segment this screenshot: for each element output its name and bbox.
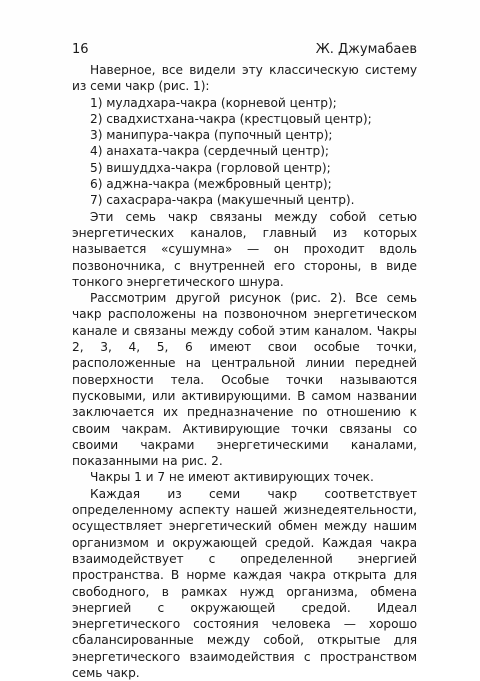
running-author: Ж. Джумабаев [315, 42, 417, 57]
page-number: 16 [72, 42, 89, 57]
chakra-list-item: 1) муладхара-чакра (корневой центр); [90, 95, 337, 110]
body-paragraph: Чакры 1 и 7 не имеют активирующих точек. [90, 470, 374, 485]
chakra-list-item: 4) анахата-чакра (сердечный центр); [90, 144, 329, 159]
body-paragraph: Рассмотрим другой рисунок (рис. 2). Все семь чакр расположены на позвоночном энергетическом канале и связаны между собой этим каналом. Чакры 2, 3, 4, 5, 6 имеют свои особые точки, расположенные на центральной линии передней поверхности тела. Особые точки называются пусковыми, или активирующими. В самом названии заключается их предназначение по отношению к своим чакрам. Активирующие точки связаны со своими чакрами энергетическими каналами, показанными на рис. 2. [72, 291, 417, 469]
intro-paragraph: Наверное, все видели эту классическую систему из семи чакр (рис. 1): [72, 63, 417, 94]
page-body [72, 62, 417, 681]
chakra-list-item: 7) сахасрара-чакра (макушечный центр). [90, 193, 355, 208]
chakra-list-item: 6) аджна-чакра (межбровный центр); [90, 177, 332, 192]
chakra-list-item: 5) вишуддха-чакра (горловой центр); [90, 160, 331, 175]
chakra-list-item: 2) свадхистхана-чакра (крестцовый центр); [90, 111, 372, 126]
chakra-list [72, 95, 417, 209]
page-header [72, 41, 417, 59]
body-paragraph: Каждая из семи чакр соответствует определенному аспекту нашей жизнедеятельности, осуществляет энергетический обмен между нашим организмом и окружающей средой. Каждая чакра взаимодействует с определенной энергией пространства. В норме каждая чакра открыта для свободного, в рамках нужд организма, обмена энергией с окружающей средой. Идеал энергетического состояния человека — хорошо сбалансированные между собой, открытые для энергетического взаимодействия с пространством семь чакр. [72, 486, 417, 680]
chakra-list-item: 3) манипура-чакра (пупочный центр); [90, 128, 333, 143]
body-paragraph: Эти семь чакр связаны между собой сетью энергетических каналов, главный из которых называется «сушумна» — он проходит вдоль позвоночника, с внутренней его стороны, в виде тонкого энергетического шнура. [72, 209, 417, 289]
